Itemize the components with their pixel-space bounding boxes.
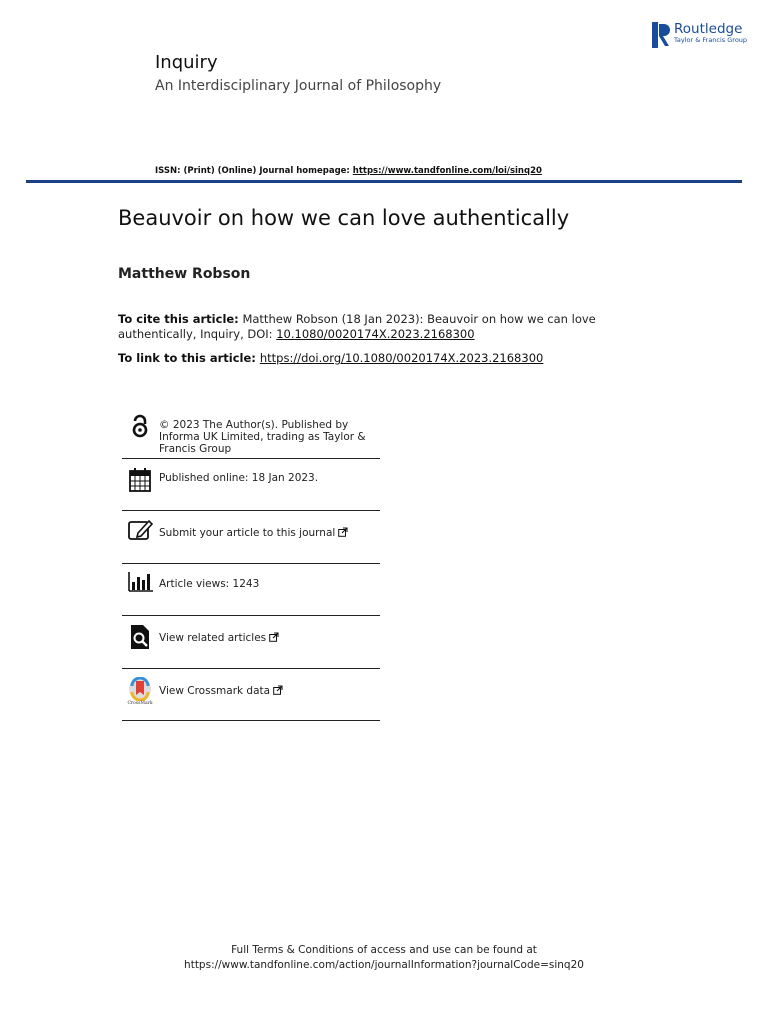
- divider: [122, 720, 380, 721]
- submit-article-label: Submit your article to this journal: [159, 527, 336, 539]
- issn-prefix: ISSN: (Print) (Online) Journal homepage:: [155, 166, 353, 176]
- divider: [122, 458, 380, 459]
- journal-title: Inquiry: [155, 52, 218, 73]
- journal-homepage-link[interactable]: https://www.tandfonline.com/loi/sinq20: [352, 166, 542, 176]
- routledge-logo-icon: [652, 22, 670, 48]
- link-label: To link to this article:: [118, 351, 260, 365]
- publisher-logo: [652, 22, 747, 48]
- related-articles-label: View related articles: [159, 632, 267, 644]
- open-access-text: © 2023 The Author(s). Published by Informa UK Limited, trading as Taylor & Francis Group: [159, 419, 366, 455]
- external-link-icon: [269, 632, 279, 642]
- calendar-icon: [126, 466, 154, 494]
- footer-terms-link[interactable]: https://www.tandfonline.com/action/journalInformation?journalCode=sinq20: [184, 959, 584, 971]
- journal-subtitle: An Interdisciplinary Journal of Philosophy: [155, 78, 442, 94]
- article-title: Beauvoir on how we can love authentically: [118, 206, 570, 230]
- open-access-icon: [126, 412, 154, 440]
- article-doi-link[interactable]: https://doi.org/10.1080/0020174X.2023.2168300: [259, 351, 544, 365]
- article-views: Article views: 1243: [159, 578, 260, 590]
- divider: [122, 563, 380, 564]
- crossmark-link[interactable]: [159, 685, 283, 697]
- related-articles-icon: [126, 623, 154, 651]
- cite-text: Matthew Robson (18 Jan 2023): Beauvoir on how we can love authentically, Inquiry, DOI:: [118, 312, 596, 341]
- divider: [122, 510, 380, 511]
- citation-block: [118, 312, 658, 341]
- crossmark-label: View Crossmark data: [159, 685, 271, 697]
- footer-line-1: Full Terms & Conditions of access and use can be found at: [231, 944, 537, 956]
- related-articles-link[interactable]: [159, 632, 279, 644]
- published-date: Published online: 18 Jan 2023.: [159, 472, 319, 484]
- crossmark-badge-label: CrossMark: [127, 701, 153, 706]
- article-author: Matthew Robson: [118, 266, 251, 282]
- edit-icon: [126, 517, 154, 545]
- cite-doi-link[interactable]: 10.1080/0020174X.2023.2168300: [276, 326, 475, 341]
- crossmark-icon: [128, 677, 152, 701]
- submit-article-link[interactable]: [159, 527, 348, 539]
- external-link-icon: [273, 685, 283, 695]
- cite-label: To cite this article:: [118, 312, 239, 326]
- bar-chart-icon: [126, 569, 154, 597]
- crossmark-badge: [126, 677, 154, 707]
- header-rule: [26, 180, 742, 183]
- external-link-icon: [338, 527, 348, 537]
- publisher-group: Taylor & Francis Group: [674, 36, 748, 44]
- divider: [122, 615, 380, 616]
- footer: [0, 943, 768, 973]
- divider: [122, 668, 380, 669]
- issn-line: [155, 166, 542, 176]
- link-block: [118, 351, 543, 365]
- publisher-name: Routledge: [674, 21, 743, 37]
